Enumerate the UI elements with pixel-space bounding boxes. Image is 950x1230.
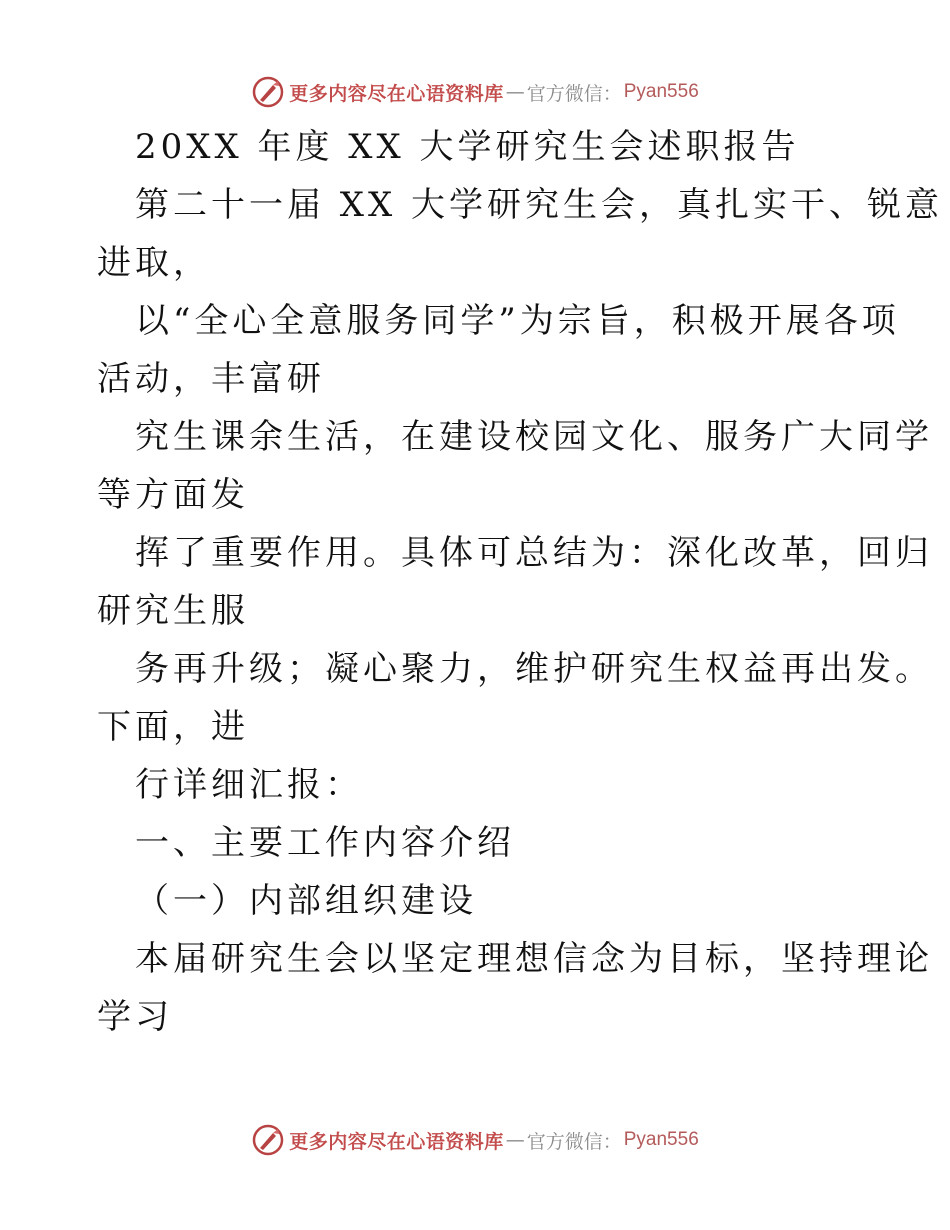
document-body	[97, 118, 944, 1046]
section-heading: 一、主要工作内容介绍	[135, 823, 515, 863]
subsection-heading: （一）内部组织建设	[135, 881, 477, 921]
text-line: 下面，进	[97, 707, 249, 747]
banner-separator: —	[505, 1129, 525, 1151]
text-line: 究生课余生活，在建设校园文化、服务广大同学	[135, 417, 933, 457]
text-line: 务再升级；凝心聚力，维护研究生权益再出发。	[135, 649, 933, 689]
banner-text: 更多内容尽在心语资料库	[289, 1130, 504, 1153]
footer-banner	[0, 1120, 950, 1160]
text-line: 行详细汇报：	[135, 765, 363, 805]
banner-official-label: 官方微信：	[526, 82, 622, 105]
text-line: 学习	[97, 997, 173, 1037]
banner-separator: —	[505, 81, 525, 103]
text-line: 本届研究生会以坚定理想信念为目标，坚持理论	[135, 939, 933, 979]
document-title: 20XX 年度 XX 大学研究生会述职报告	[135, 127, 800, 167]
text-line: 挥了重要作用。具体可总结为：深化改革，回归	[135, 533, 933, 573]
quill-logo-icon	[251, 1123, 285, 1157]
text-line: 活动，丰富研	[97, 359, 325, 399]
text-line: 进取，	[97, 243, 211, 283]
banner-text: 更多内容尽在心语资料库	[289, 82, 504, 105]
quill-logo-icon	[251, 75, 285, 109]
banner-wechat-id: Pyan556	[623, 1129, 699, 1150]
text-line: 以“全心全意服务同学”为宗旨，积极开展各项	[135, 301, 900, 341]
header-banner	[0, 72, 950, 112]
text-line: 等方面发	[97, 475, 249, 515]
banner-wechat-id: Pyan556	[623, 81, 699, 102]
text-line: 研究生服	[97, 591, 249, 631]
banner-official-label: 官方微信：	[526, 1130, 622, 1153]
text-line: 第二十一届 XX 大学研究生会，真扎实干、锐意	[135, 185, 944, 225]
